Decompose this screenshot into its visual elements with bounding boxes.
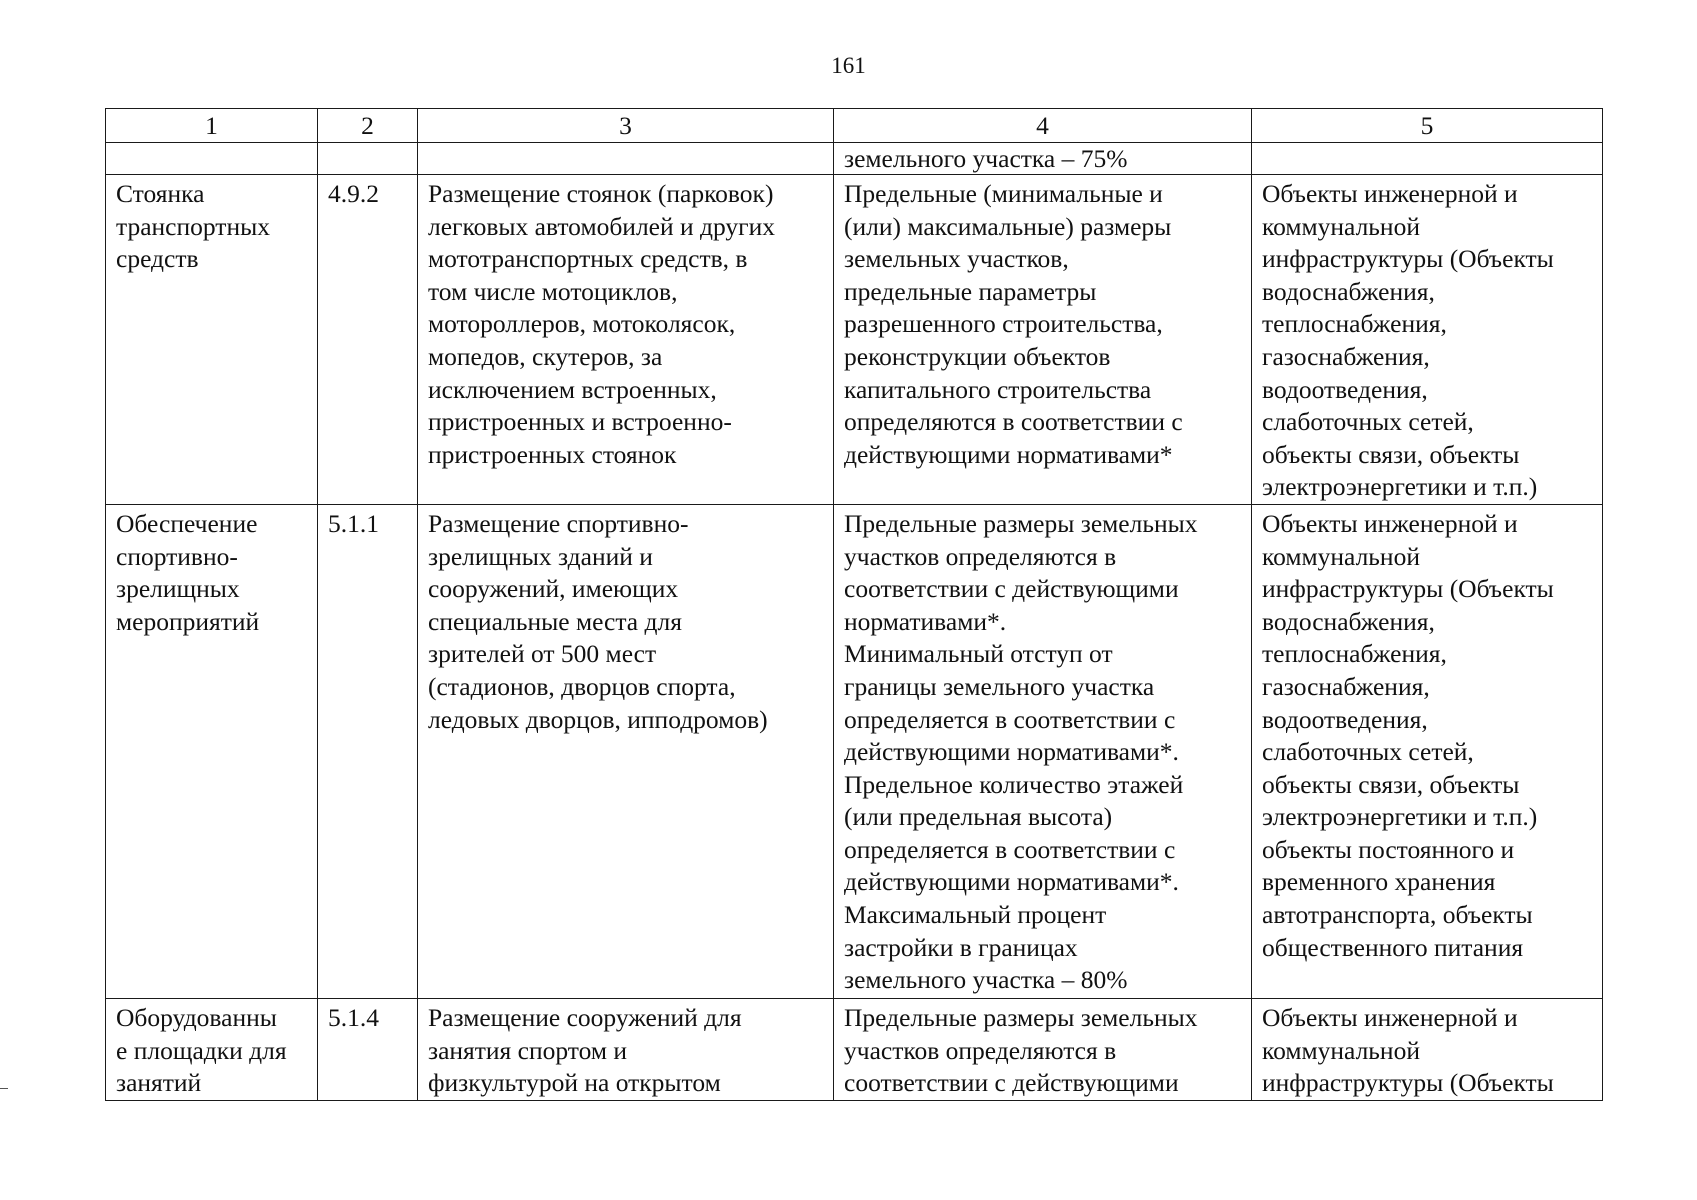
- use-description-cell: Размещение сооружений для занятия спортом и физкультурой на открытом: [418, 998, 834, 1100]
- page-number: 161: [831, 53, 866, 78]
- use-description-cell: Размещение спортивно- зрелищных зданий и сооружений, имеющих специальные места для зрителей от 500 мест (стадионов, дворцов спорта, ледовых дворцов, ипподромов): [418, 504, 834, 998]
- header-cell-1: 1: [106, 109, 318, 143]
- table-row: [106, 504, 1603, 998]
- use-description-cell: Размещение стоянок (парковок) легковых автомобилей и других мототранспортных средств, в том числе мотоциклов, мотороллеров, мотоколясок, мопедов, скутеров, за исключением встроенных, пристроенных и встроенно- пристроенных стоянок: [418, 175, 834, 505]
- use-name-cell: Оборудованны е площадки для занятий: [106, 998, 318, 1100]
- header-cell-2: 2: [318, 109, 418, 143]
- continuation-row: [106, 143, 1603, 175]
- parameters-cell: Предельные размеры земельных участков определяются в соответствии с действующими: [834, 998, 1252, 1100]
- use-name-cell: Обеспечение спортивно- зрелищных мероприятий: [106, 504, 318, 998]
- header-cell-4: 4: [834, 109, 1252, 143]
- continuation-cell-5: [1252, 143, 1603, 175]
- scan-edge-mark: [0, 1088, 8, 1089]
- table-row: [106, 998, 1603, 1100]
- table-header-row: [106, 109, 1603, 143]
- continuation-cell-4: земельного участка – 75%: [834, 143, 1252, 175]
- use-code-cell: 4.9.2: [318, 175, 418, 505]
- continuation-cell-3: [418, 143, 834, 175]
- use-code-cell: 5.1.4: [318, 998, 418, 1100]
- auxiliary-uses-cell: Объекты инженерной и коммунальной инфраструктуры (Объекты водоснабжения, теплоснабжения, газоснабжения, водоотведения, слаботочных сетей, объекты связи, объекты электроэнергетики и т.п.) объекты постоянного и временного хранения автотранспорта, объекты общественного питания: [1252, 504, 1603, 998]
- table-row: [106, 175, 1603, 505]
- auxiliary-uses-cell: Объекты инженерной и коммунальной инфраструктуры (Объекты водоснабжения, теплоснабжения, газоснабжения, водоотведения, слаботочных сетей, объекты связи, объекты электроэнергетики и т.п.): [1252, 175, 1603, 505]
- continuation-cell-2: [318, 143, 418, 175]
- parameters-cell: Предельные (минимальные и (или) максимальные) размеры земельных участков, предельные параметры разрешенного строительства, реконструкции объектов капитального строительства определяются в соответствии с действующими нормативами*: [834, 175, 1252, 505]
- use-name-cell: Стоянка транспортных средств: [106, 175, 318, 505]
- auxiliary-uses-cell: Объекты инженерной и коммунальной инфраструктуры (Объекты: [1252, 998, 1603, 1100]
- continuation-cell-1: [106, 143, 318, 175]
- parameters-cell: Предельные размеры земельных участков определяются в соответствии с действующими нормативами*. Минимальный отступ от границы земельного участка определяется в соответствии с действующими нормативами*. Предельное количество этажей (или предельная высота) определяется в соответствии с действующими нормативами*. Максимальный процент застройки в границах земельного участка – 80%: [834, 504, 1252, 998]
- use-code-cell: 5.1.1: [318, 504, 418, 998]
- land-use-table: [105, 108, 1603, 1101]
- header-cell-3: 3: [418, 109, 834, 143]
- header-cell-5: 5: [1252, 109, 1603, 143]
